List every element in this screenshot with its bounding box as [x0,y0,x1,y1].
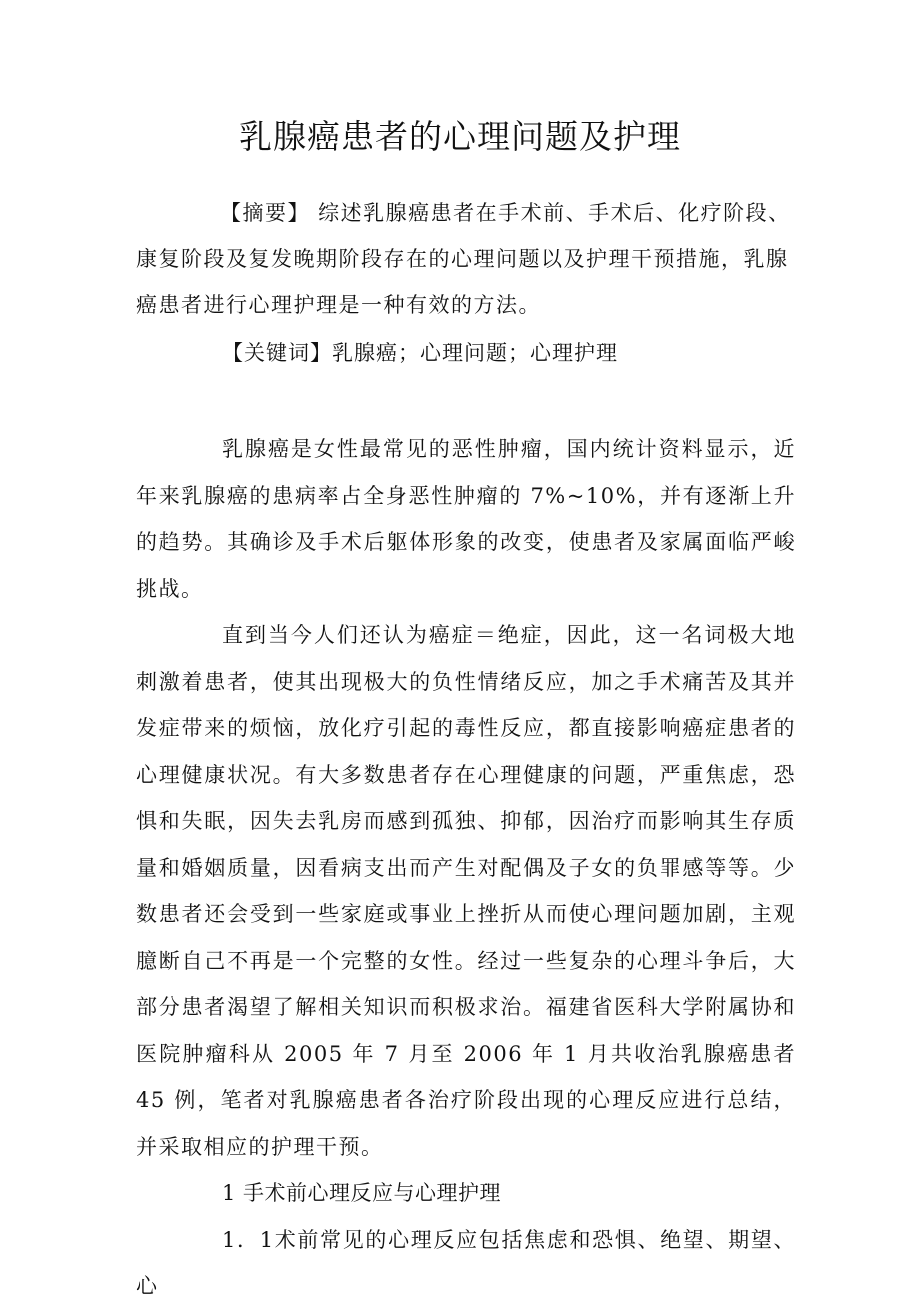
subsection-paragraph: 1．1术前常见的心理反应包括焦虑和恐惧、绝望、期望、心 [136,1227,796,1298]
body-paragraph: 乳腺癌是女性最常见的恶性肿瘤，国内统计资料显示，近年来乳腺癌的患病率占全身恶性肿瘤的 7%~10%，并有逐渐上升的趋势。其确诊及手术后躯体形象的改变，使患者及家属面临严峻挑战。 [136,437,796,601]
keywords-text: 乳腺癌；心理问题；心理护理 [332,341,618,365]
keywords-label: 【关键词】 [222,341,332,365]
document-title: 乳腺癌患者的心理问题及护理 [239,117,681,156]
abstract-label: 【摘要】 [220,201,310,225]
body-text [136,426,796,1310]
section-heading: 1 手术前心理反应与心理护理 [222,1181,502,1205]
body-paragraph: 直到当今人们还认为癌症＝绝症，因此，这一名词极大地刺激着患者，使其出现极大的负性情绪反应，加之手术痛苦及其并发症带来的烦恼，放化疗引起的毒性反应，都直接影响癌症患者的心理健康状况。有大多数患者存在心理健康的问题，严重焦虑，恐惧和失眠，因失去乳房而感到孤独、抑郁，因治疗而影响其生存质量和婚姻质量，因看病支出而产生对配偶及子女的负罪感等等。少数患者还会受到一些家庭或事业上挫折从而使心理问题加剧，主观臆断自己不再是一个完整的女性。经过一些复杂的心理斗争后，大部分患者渴望了解相关知识而积极求治。福建省医科大学附属协和医院肿瘤科从 2005 年 7 月至 2006 年 1 月共收治乳腺癌患者 45 例，笔者对乳腺癌患者各治疗阶段出现的心理反应进行总结，并采取相应的护理干预。 [136,623,796,1159]
keywords-line [222,330,618,376]
abstract-text: 综述乳腺癌患者在手术前、手术后、化疗阶段、康复阶段及复发晚期阶段存在的心理问题以及护理干预措施，乳腺癌患者进行心理护理是一种有效的方法。 [136,201,791,317]
abstract-paragraph [136,190,796,328]
